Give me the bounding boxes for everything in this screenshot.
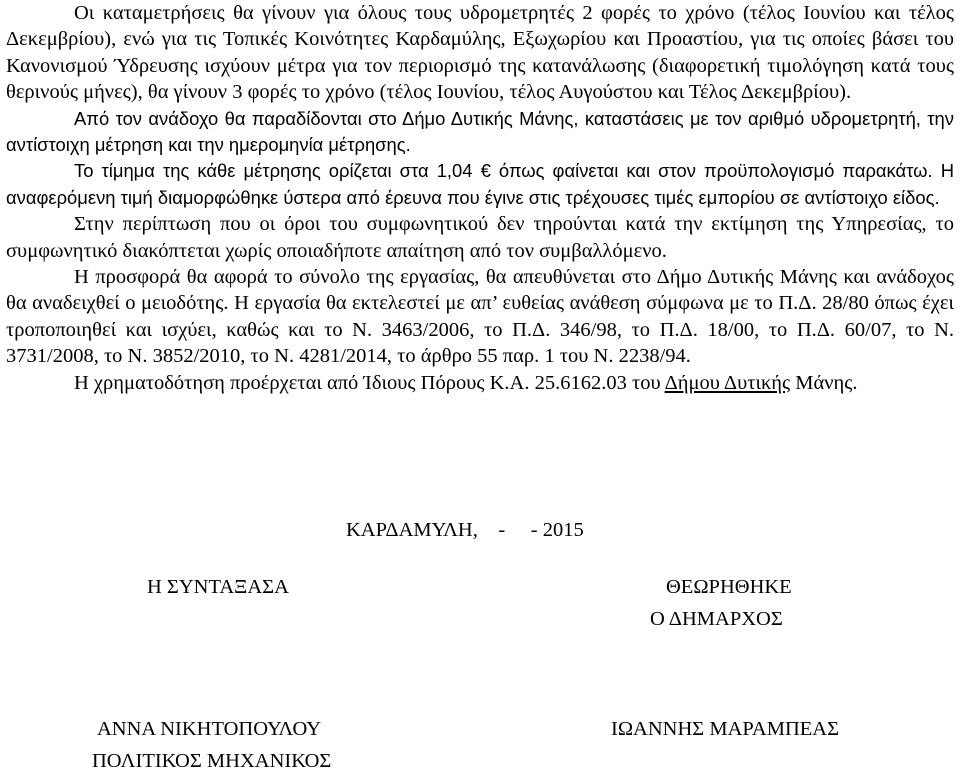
paragraph-contractor-delivery: Από τον ανάδοχο θα παραδίδονται στο Δήμο Δυτικής Μάνης, καταστάσεις με τον αριθμό υδρομετρητή, την αντίστοιχη μέτρηση και την ημερομηνία μέτρησης. xyxy=(6,107,954,156)
signature-left-title: Η ΣΥΝΤΑΞΑΣΑ xyxy=(147,576,289,598)
funding-text: Η χρηματοδότηση προέρχεται από Ίδιους Πόρους Κ.Α. 25.6162.03 του xyxy=(74,371,665,394)
paragraph-funding xyxy=(6,370,954,396)
signature-right-name: ΙΩΑΝΝΗΣ ΜΑΡΑΜΠΕΑΣ xyxy=(611,718,840,740)
signature-mayor-title: Ο ΔΗΜΑΡΧΟΣ xyxy=(650,608,783,630)
paragraph-meter-readings: Οι καταμετρήσεις θα γίνουν για όλους τους υδρομετρητές 2 φορές το χρόνο (τέλος Ιουνίου και τέλος Δεκεμβρίου), ενώ για τις Τοπικές Κοινότητες Καρδαμύλης, Εξωχωρίου και Προαστίου, για τις οποίες βάσει του Κανονισμού Ύδρευσης ισχύουν μέτρα για τον περιορισμό της κατανάλωσης (διαφορετική τιμολόγηση κατά τους θερινούς μήνες), θα γίνουν 3 φορές το χρόνο (τέλος Ιουνίου, τέλος Αυγούστου και Τέλος Δεκεμβρίου). xyxy=(6,2,954,104)
funding-text-end: Μάνης. xyxy=(790,371,858,394)
signature-left-name: ΑΝΝΑ ΝΙΚΗΤΟΠΟΥΛΟΥ xyxy=(97,718,322,740)
funding-municipality-underlined: Δήμου Δυτικής xyxy=(664,371,791,394)
paragraph-offer: Η προσφορά θα αφορά το σύνολο της εργασίας, θα απευθύνεται στο Δήμο Δυτικής Μάνης και ανάδοχος θα αναδειχθεί ο μειοδότης. Η εργασία θα εκτελεστεί με απ’ ευθείας ανάθεση σύμφωνα με το Π.Δ. 28/80 όπως έχει τροποποιηθεί και ισχύει, καθώς και το Ν. 3463/2006, το Π.Δ. 346/98, το Π.Δ. 18/00, το Π.Δ. 60/07, το Ν. 3731/2008, το Ν. 3852/2010, το Ν. 4281/2014, το άρθρο 55 παρ. 1 του Ν. 2238/94. xyxy=(6,266,954,368)
paragraph-termination: Στην περίπτωση που οι όροι του συμφωνητικού δεν τηρούνται κατά την εκτίμηση της Υπηρεσίας, το συμφωνητικό διακόπτεται χωρίς οποιαδήποτε απαίτηση από τον συμβαλλόμενο. xyxy=(6,213,954,262)
place-date: ΚΑΡΔΑΜΥΛΗ, - - 2015 xyxy=(346,519,584,541)
paragraph-price: Το τίμημα της κάθε μέτρησης ορίζεται στα 1,04 € όπως φαίνεται και στον προϋπολογισμό παρακάτω. Η αναφερόμενη τιμή διαμορφώθηκε ύστερα από έρευνα που έγινε στις τρέχουσες τιμές εμπορίου σε αντίστοιχο είδος. xyxy=(6,160,954,208)
document-body xyxy=(6,0,954,396)
signature-right-title: ΘΕΩΡΗΘΗΚΕ xyxy=(666,576,792,598)
signature-left-role: ΠΟΛΙΤΙΚΟΣ ΜΗΧΑΝΙΚΟΣ xyxy=(92,750,332,772)
